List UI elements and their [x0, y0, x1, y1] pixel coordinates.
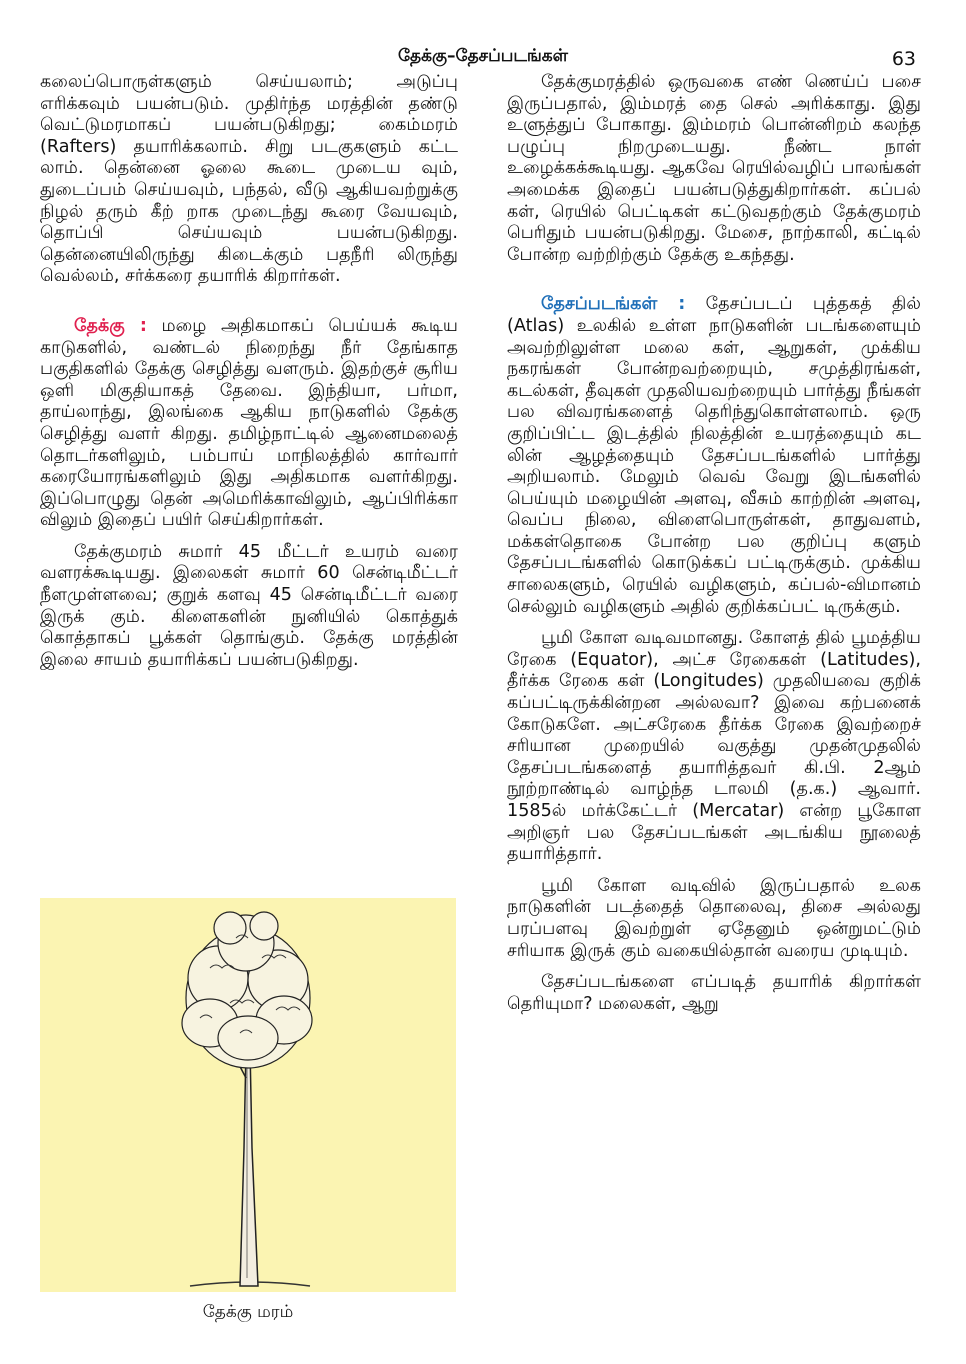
maps-heading: தேசப்படங்கள் :	[541, 294, 686, 315]
teak-tree-icon	[40, 898, 456, 1292]
teak-tree-illustration	[40, 898, 456, 1292]
teak-heading: தேக்கு :	[74, 315, 147, 336]
paragraph-maps-projection: பூமி கோள வடிவில் இருப்பதால் உலக நாடுகளின் படத்தைத் தொலைவு, திசை அல்லது பரப்பளவு இவற்றுள் ஏதேனும் ஒன்றுமட்டும் சரியாக இருக் கும் வகையில்தான் வரைய முடியும்.	[507, 875, 921, 961]
paragraph-teak-properties: தேக்குமரத்தில் ஒருவகை எண் ணெய்ப் பசை இருப்பதால், இம்மரத் தை செல் அரிக்காது. இது உளுத்துப் போகாது. இம்மரம் பொன்னிறம் கலந்த பழுப்பு நிறமுடையது. நீண்ட நாள் உழைக்கக்கூடியது. ஆகவே ரெயில்வழிப் பாலங்கள் அமைக்க இதைப் பயன்படுத்துகிறார்கள். கப்பல் கள், ரெயில் பெட்டிகள் கட்டுவதற்கும் தேக்குமரம் பெரிதும் பயன்படுகிறது. மேசை, நாற்காலி, கட்டில் போன்ற வற்றிற்கும் தேக்கு உகந்தது.	[507, 72, 921, 265]
paragraph-teak-size: தேக்குமரம் சுமார் 45 மீட்டர் உயரம் வரை வளரக்கூடியது. இலைகள் சுமார் 60 சென்டிமீட்டர் நீளமுள்ளவை; குறுக் களவு 45 சென்டிமீட்டர் வரை இருக் கும். கிளைகளின் நுனியில் கொத்துக் கொத்தாகப் பூக்கள் தொங்கும். தேக்கு மரத்தின் இலை சாயம் தயாரிக்கப் பயன்படுகிறது.	[40, 541, 458, 670]
paragraph-maps-making: தேசப்படங்களை எப்படித் தயாரிக் கிறார்கள் தெரியுமா? மலைகள், ஆறு	[507, 972, 921, 1014]
maps-intro-text: தேசப்படப் புத்தகத் தில் (Atlas) உலகில் உள்ள நாடுகளின் படங்களையும் அவற்றிலுள்ள மலை கள், ஆறுகள், முக்கிய நகரங்கள் போன்றவற்றையும், சமுத்திரங்கள், கடல்கள், தீவுகள் முதலியவற்றையும் பார்த்து நீங்கள் பல விவரங்களைத் தெரிந்துகொள்ளலாம். ஒரு குறிப்பிட்ட இடத்தில் நிலத்தின் உயரத்தையும் கட லின் ஆழத்தையும் தேசப்படங்களில் பார்த்து அறியலாம். மேலும் வெவ் வேறு இடங்களில் பெய்யும் மழையின் அளவு, வீசும் காற்றின் அளவு, வெப்ப நிலை, விளைபொருள்கள், தாதுவளம், மக்கள்தொகை போன்ற பல குறிப்பு களும் தேசப்படங்களில் கொடுக்கப் பட்டிருக்கும். முக்கிய சாலைகளும், ரெயில் வழிகளும், கப்பல்-விமானம் செல்லும் வழிகளும் அதில் குறிக்கப்பட் டிருக்கும்.	[507, 294, 921, 617]
left-column	[40, 72, 458, 671]
page-number: 63	[891, 48, 916, 70]
right-column	[507, 72, 921, 1015]
running-title: தேக்கு–தேசப்படங்கள்	[397, 46, 569, 66]
paragraph-coconut-uses: கலைப்பொருள்களும் செய்யலாம்; அடுப்பு எரிக்கவும் பயன்படும். முதிர்ந்த மரத்தின் தண்டு வெட்டுமரமாகப் பயன்படுகிறது; கைம்மரம் (Rafters) தயாரிக்கலாம். சிறு படகுகளும் கட்ட லாம். தென்னை ஓலை கூடை முடைய வும், துடைப்பம் செய்யவும், பந்தல், வீடு ஆகியவற்றுக்கு நிழல் தரும் கீற் றாக முடைந்து கூரை வேயவும், தொப்பி செய்யவும் பயன்படுகிறது. தென்னையிலிருந்து கிடைக்கும் பதநீரி லிருந்து வெல்லம், சர்க்கரை தயாரிக் கிறார்கள்.	[40, 72, 458, 287]
paragraph-maps-globe: பூமி கோள வடிவமானது. கோளத் தில் பூமத்திய ரேகை (Equator), அட்ச ரேகைகள் (Latitudes), தீர்க்க ரேகை கள் (Longitudes) முதலியவை குறிக் கப்பட்டிருக்கின்றன அல்லவா? இவை கற்பனைக் கோடுகளே. அட்சரேகை தீர்க்க ரேகை இவற்றைச் சரியான முறையில் வகுத்து முதன்முதலில் தேசப்படங்களைத் தயாரித்தவர் கி.பி. 2ஆம் நூற்றாண்டில் வாழ்ந்த டாலமி (த.க.) ஆவார். 1585ல் மர்க்கேட்டர் (Mercatar) என்ற பூகோள அறிஞர் பல தேசப்படங்கள் அடங்கிய நூலைத் தயாரித்தார்.	[507, 628, 921, 865]
paragraph-teak-habitat	[40, 316, 458, 532]
figure-caption: தேக்கு மரம்	[202, 1302, 294, 1322]
teak-habitat-text: மழை அதிகமாகப் பெய்யக் கூடிய காடுகளில், வண்டல் நிறைந்து நீர் தேங்காத பகுதிகளில் தேக்கு செழித்து வளரும். இதற்குச் சூரிய ஒளி மிகுதியாகத் தேவை. இந்தியா, பர்மா, தாய்லாந்து, இலங்கை ஆகிய நாடுகளில் தேக்கு செழித்து வளர் கிறது. தமிழ்நாட்டில் ஆனைமலைத் தொடர்களிலும், பம்பாய் மாநிலத்தில் கார்வார் கரையோரங்களிலும் இது அதிகமாக வளர்கிறது. இப்பொழுது தென் அமெரிக்காவிலும், ஆப்பிரிக்கா விலும் இதைப் பயிர் செய்கிறார்கள்.	[40, 315, 459, 531]
paragraph-maps-intro	[507, 294, 921, 618]
